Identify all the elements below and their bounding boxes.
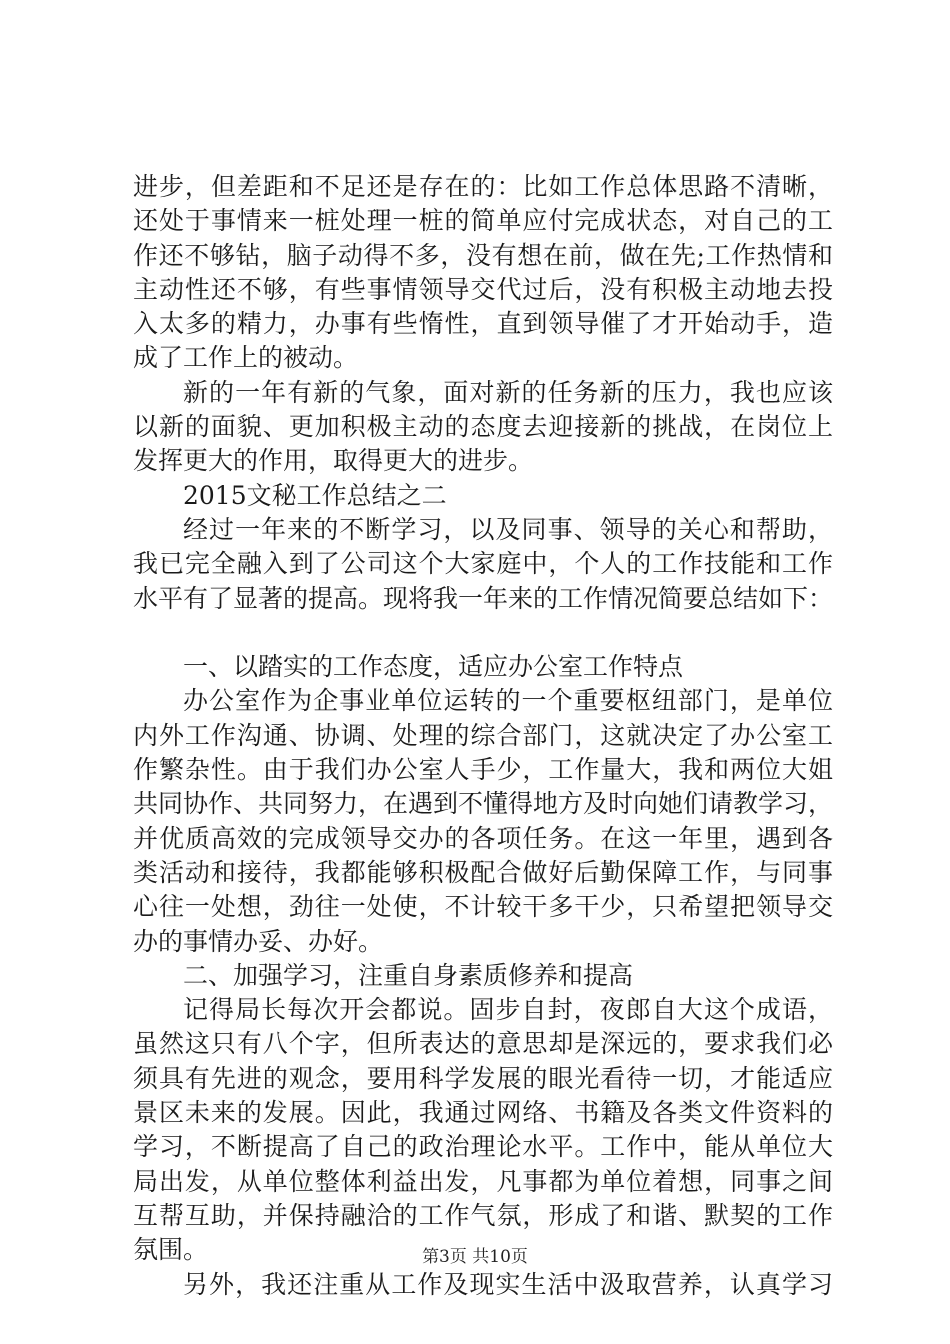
text-line: 另外，我还注重从工作及现实生活中汲取营养，认真学习 [183, 1269, 833, 1299]
text-line: 办的事情办妥、办好。 [133, 926, 384, 956]
text-line: 2015文秘工作总结之二 [183, 480, 447, 510]
text-line: 内外工作沟通、协调、处理的综合部门，这就决定了办公室工 [133, 720, 833, 750]
text-line: 一、以踏实的工作态度，适应办公室工作特点 [183, 652, 684, 682]
document-body [133, 170, 833, 1302]
text-line: 二、加强学习，注重自身素质修养和提高 [183, 960, 634, 990]
text-line: 成了工作上的被动。 [133, 343, 359, 373]
blank-line [133, 616, 833, 650]
text-line: 进步，但差距和不足还是存在的：比如工作总体思路不清晰， [133, 172, 833, 201]
text-line: 并优质高效的完成领导交办的各项任务。在这一年里，遇到各 [133, 823, 833, 853]
text-line: 氛围。 [133, 1235, 209, 1265]
text-line: 新的一年有新的气象，面对新的任务新的压力，我也应该 [183, 377, 833, 407]
text-line: 作繁杂性。由于我们办公室人手少，工作量大，我和两位大姐 [133, 755, 833, 785]
text-line: 入太多的精力，办事有些惰性，直到领导催了才开始动手，造 [133, 309, 833, 339]
text-line: 经过一年来的不断学习，以及同事、领导的关心和帮助， [183, 514, 833, 544]
text-line: 记得局长每次开会都说。固步自封，夜郎自大这个成语， [183, 995, 833, 1025]
text-line: 心往一处想，劲往一处使，不计较干多干少，只希望把领导交 [133, 892, 833, 922]
page-footer: 第3页 共10页 [422, 1247, 528, 1267]
text-line: 还处于事情来一桩处理一桩的简单应付完成状态，对自己的工 [133, 206, 833, 236]
text-line: 主动性还不够，有些事情领导交代过后，没有积极主动地去投 [133, 274, 833, 304]
text-line: 须具有先进的观念，要用科学发展的眼光看待一切，才能适应 [133, 1063, 833, 1093]
text-line: 我已完全融入到了公司这个大家庭中，个人的工作技能和工作 [133, 549, 833, 579]
text-line: 发挥更大的作用，取得更大的进步。 [133, 446, 534, 476]
text-line: 景区未来的发展。因此，我通过网络、书籍及各类文件资料的 [133, 1098, 833, 1128]
text-line: 以新的面貌、更加积极主动的态度去迎接新的挑战，在岗位上 [133, 412, 833, 442]
text-line: 类活动和接待，我都能够积极配合做好后勤保障工作，与同事 [133, 857, 833, 887]
text-line: 学习，不断提高了自己的政治理论水平。工作中，能从单位大 [133, 1132, 833, 1162]
text-line: 互帮互助，并保持融洽的工作气氛，形成了和谐、默契的工作 [133, 1200, 833, 1230]
text-line: 水平有了显著的提高。现将我一年来的工作情况简要总结如下： [133, 583, 833, 613]
text-line: 共同协作、共同努力，在遇到不懂得地方及时向她们请教学习， [133, 789, 833, 819]
text-line: 办公室作为企事业单位运转的一个重要枢纽部门，是单位 [183, 686, 833, 716]
text-line: 作还不够钻，脑子动得不多，没有想在前，做在先;工作热情和 [133, 240, 833, 270]
text-line: 局出发，从单位整体利益出发，凡事都为单位着想，同事之间 [133, 1166, 833, 1196]
text-line: 虽然这只有八个字，但所表达的意思却是深远的，要求我们必 [133, 1029, 833, 1059]
